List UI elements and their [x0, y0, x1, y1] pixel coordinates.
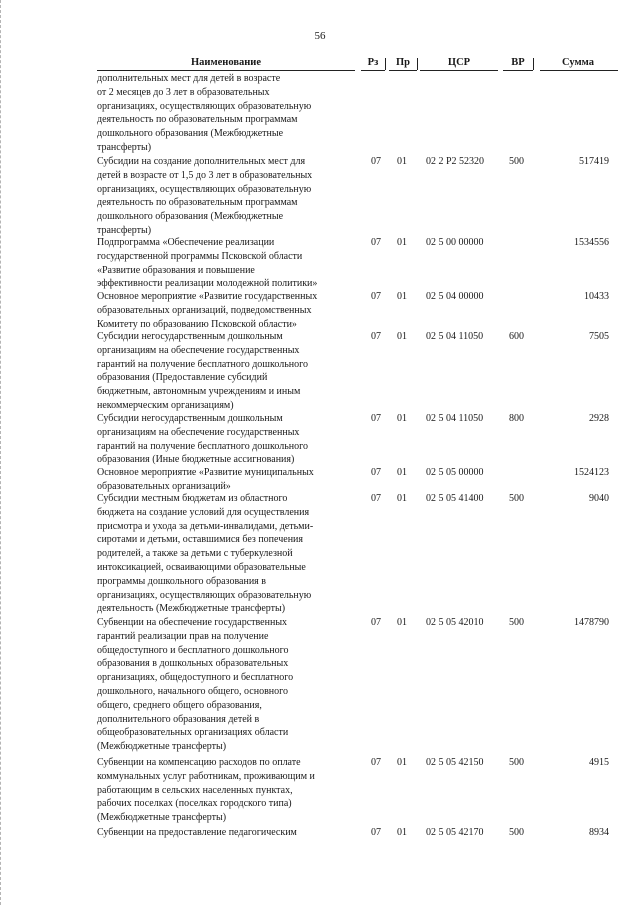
row-name: Субсидии местным бюджетам из областного бюджета на создание условий для осуществления присмотра и ухода за детьми-инвалидами, детьми- сиротами и детьми, оставшимися без попечения родителей, а также за детьми с туберкулезной интоксикацией, осваивающими образовательные программы дошкольного образования в организациях, осуществляющих образовательную деятельность (Межбюджетные трансферты) [97, 493, 314, 615]
header-divider [385, 58, 386, 70]
row-rz: 07 [371, 413, 381, 424]
row-sum: 1478790 [574, 617, 609, 628]
scan-edge [0, 0, 7, 905]
row-pr: 01 [397, 757, 407, 768]
row-sum: 4915 [589, 757, 609, 768]
row-sum: 8934 [589, 827, 609, 838]
header-underline [420, 70, 498, 71]
row-pr: 01 [397, 331, 407, 342]
row-sum: 9040 [589, 493, 609, 504]
row-vr: 500 [509, 156, 524, 167]
row-name: дополнительных мест для детей в возрасте от 2 месяцев до 3 лет в образовательных организациях, осуществляющих образовательную деятельность по образовательным программам дошкольного образования (Межбюджетные трансферты) [97, 73, 312, 153]
row-csr: 02 5 05 41400 [426, 493, 484, 504]
row-name: Основное мероприятие «Развитие государственных образовательных организаций, подведомственных Комитету по образованию Псковской области» [97, 291, 318, 330]
row-rz: 07 [371, 617, 381, 628]
row-csr: 02 5 05 42170 [426, 827, 484, 838]
row-vr: 500 [509, 493, 524, 504]
row-csr: 02 5 04 00000 [426, 291, 484, 302]
row-pr: 01 [397, 413, 407, 424]
row-vr: 500 [509, 827, 524, 838]
row-sum: 1534556 [574, 237, 609, 248]
header-divider [417, 58, 418, 70]
row-csr: 02 5 00 00000 [426, 237, 484, 248]
row-name: Подпрограмма «Обеспечение реализации государственной программы Псковской области «Развитие образования и повышение эффективности реализации молодежной политики» [97, 237, 318, 290]
header-pr: Пр [395, 57, 410, 68]
header-sum: Сумма [562, 57, 594, 68]
row-csr: 02 5 04 11050 [426, 413, 484, 424]
row-name: Субсидии на создание дополнительных мест для детей в возрасте от 1,5 до 3 лет в образовательных организациях, осуществляющих образовательную деятельность по образовательным программам дошкольного образования (Межбюджетные трансферты) [97, 156, 313, 236]
row-name: Субвенции на обеспечение государственных гарантий реализации прав на получение общедоступного и бесплатного дошкольного образования в дошкольных образовательных организациях, общедоступного и бесплатного дошкольного, начального общего, основного общего, среднего общего образования, дополнительного образования детей в общеобразовательных организациях области (Межбюджетные трансферты) [97, 617, 294, 753]
row-rz: 07 [371, 237, 381, 248]
row-name: Субсидии негосударственным дошкольным организациям на обеспечение государственных гарантий на получение бесплатного дошкольного образования (Предоставление субсидий бюджетным, автономным учреждениям и иным некоммерческим организациям) [97, 331, 308, 411]
row-pr: 01 [397, 156, 407, 167]
row-pr: 01 [397, 237, 407, 248]
row-rz: 07 [371, 827, 381, 838]
row-rz: 07 [371, 291, 381, 302]
header-underline [97, 70, 355, 71]
row-rz: 07 [371, 467, 381, 478]
row-vr: 500 [509, 757, 524, 768]
row-csr: 02 5 04 11050 [426, 331, 484, 342]
row-csr: 02 5 05 00000 [426, 467, 484, 478]
row-name: Субвенции на компенсацию расходов по оплате коммунальных услуг работникам, проживающим и работающим в сельских населенных пунктах, рабочих поселках (поселках городского типа) (Межбюджетные трансферты) [97, 757, 315, 824]
header-vr: ВР [511, 57, 525, 68]
header-divider [533, 58, 534, 70]
row-name: Основное мероприятие «Развитие муниципальных образовательных организаций» [97, 467, 314, 492]
row-rz: 07 [371, 331, 381, 342]
row-csr: 02 5 05 42150 [426, 757, 484, 768]
header-csr: ЦСР [447, 57, 471, 68]
row-vr: 800 [509, 413, 524, 424]
row-pr: 01 [397, 827, 407, 838]
row-sum: 10433 [584, 291, 609, 302]
row-pr: 01 [397, 467, 407, 478]
header-underline [389, 70, 417, 71]
row-sum: 7505 [589, 331, 609, 342]
header-underline [361, 70, 385, 71]
row-rz: 07 [371, 156, 381, 167]
row-csr: 02 2 P2 52320 [426, 156, 485, 167]
row-sum: 517419 [579, 156, 609, 167]
row-pr: 01 [397, 291, 407, 302]
row-vr: 500 [509, 617, 524, 628]
row-pr: 01 [397, 493, 407, 504]
header-underline [540, 70, 618, 71]
page-number: 56 [314, 30, 326, 42]
header-name: Наименование [191, 57, 261, 68]
row-csr: 02 5 05 42010 [426, 617, 484, 628]
header-underline [503, 70, 533, 71]
row-rz: 07 [371, 493, 381, 504]
row-name: Субсидии негосударственным дошкольным организациям на обеспечение государственных гарантий на получение бесплатного дошкольного образования (Иные бюджетные ассигнования) [97, 413, 308, 466]
row-pr: 01 [397, 617, 407, 628]
row-vr: 600 [509, 331, 524, 342]
row-sum: 2928 [589, 413, 609, 424]
header-rz: Рз [367, 57, 379, 68]
row-name: Субвенции на предоставление педагогическим [97, 827, 297, 838]
row-sum: 1524123 [574, 467, 609, 478]
row-rz: 07 [371, 757, 381, 768]
